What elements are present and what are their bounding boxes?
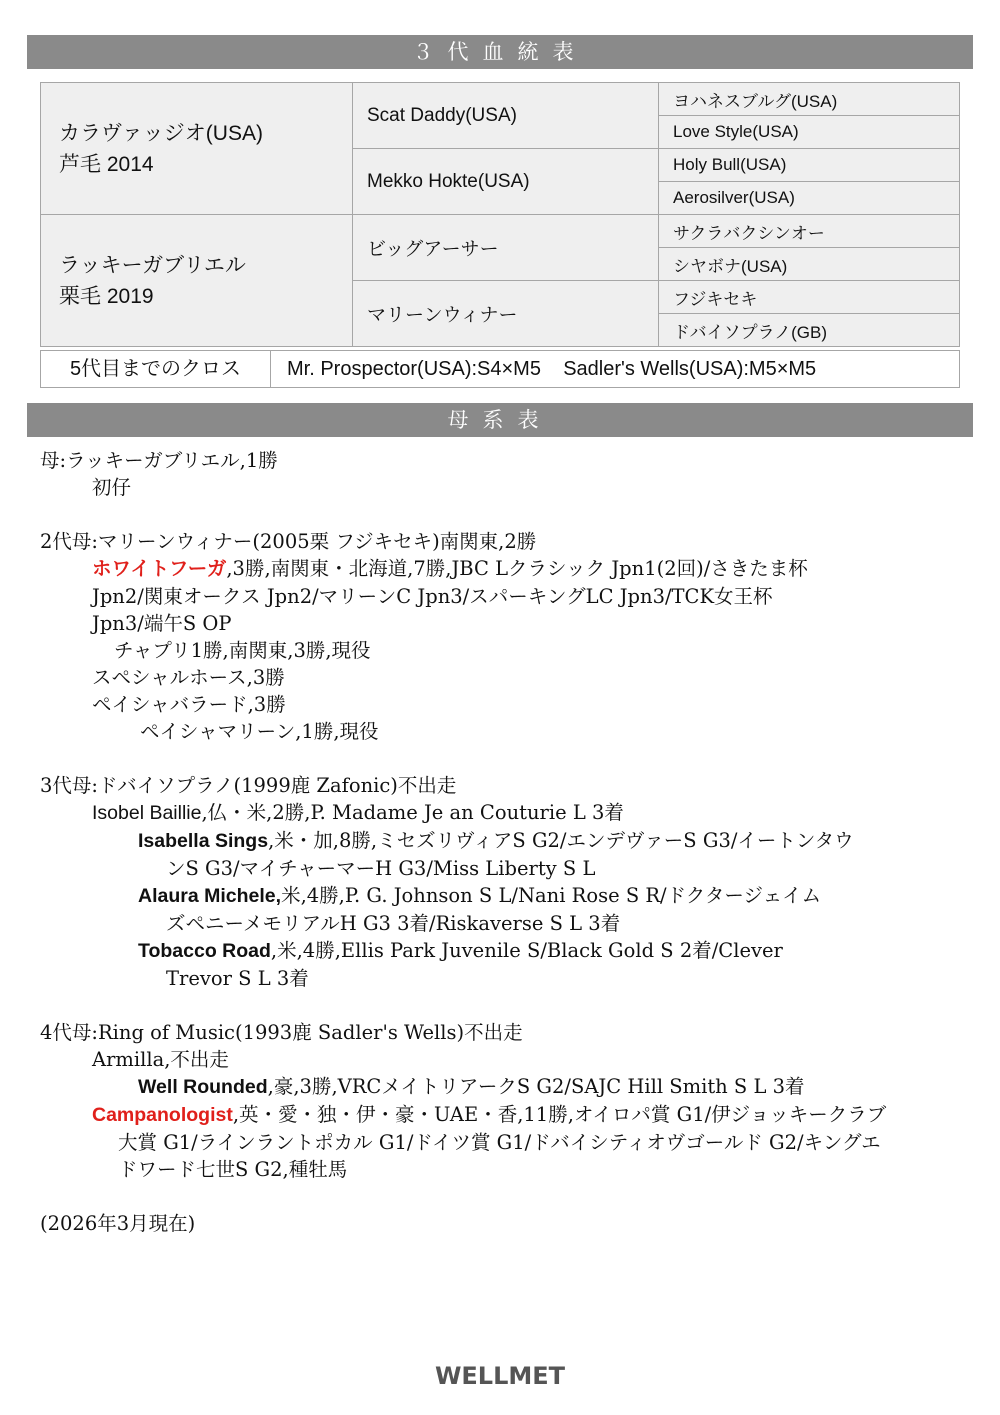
horse-record-cont: Trevor S L 3着 — [166, 967, 309, 990]
horse-record-cont: ズペニーメモリアルH G3 3着/Riskaverse S L 3着 — [166, 912, 621, 935]
horse-entry: ペイシャバラード,3勝 — [92, 693, 286, 716]
family-table — [40, 447, 970, 1237]
horse-name: Isobel Baillie — [92, 802, 202, 824]
ds-sire-cell: サクラバクシンオー — [659, 215, 960, 248]
dam-info: 栗毛 2019 — [59, 284, 154, 308]
horse-name: Campanologist — [92, 1104, 233, 1126]
horse-entry: Armilla,不出走 — [92, 1048, 229, 1071]
g3-line: 3代母:ドバイソプラノ(1999鹿 Zafonic)不出走 — [40, 774, 457, 797]
sire-info: 芦毛 2014 — [59, 152, 154, 176]
horse-record: ,仏・米,2勝,P. Madame Je an Couturie L 3着 — [201, 801, 624, 824]
sire-sire-cell: Scat Daddy(USA) — [353, 83, 659, 149]
horse-record-cont: Jpn2/関東オークス Jpn2/マリーンC Jpn3/スパーキングLC Jpn3/TCK女王杯 — [92, 585, 773, 608]
horse-name: Well Rounded — [138, 1076, 268, 1098]
horse-entry: チャプリ1勝,南関東,3勝,現役 — [114, 639, 371, 662]
cross-row — [40, 350, 960, 388]
cross-label: 5代目までのクロス — [41, 351, 271, 387]
g2-line: 2代母:マリーンウィナー(2005栗 フジキセキ)南関東,2勝 — [40, 530, 537, 553]
horse-entry: ペイシャマリーン,1勝,現役 — [140, 720, 379, 743]
family-header: 母系表 — [27, 403, 973, 437]
ss-dam-cell: Love Style(USA) — [659, 116, 960, 149]
g4-line: 4代母:Ring of Music(1993鹿 Sadler's Wells)不出走 — [40, 1021, 523, 1044]
sd-dam-cell: Aerosilver(USA) — [659, 182, 960, 215]
horse-record-cont: Jpn3/端午S OP — [92, 612, 232, 635]
ds-dam-cell: シヤボナ(USA) — [659, 248, 960, 281]
horse-record: ,米,4勝,Ellis Park Juvenile S/Black Gold S 2着/Clever — [270, 939, 783, 962]
cross-value: Mr. Prospector(USA):S4×M5 Sadler's Wells(USA):M5×M5 — [287, 358, 817, 380]
horse-record-cont: 大賞 G1/ラインラントポカル G1/ドイツ賞 G1/ドバイシティオヴゴールド G2/キングエ — [118, 1131, 881, 1154]
sd-sire-cell: Holy Bull(USA) — [659, 149, 960, 182]
sire-dam-cell: Mekko Hokte(USA) — [353, 149, 659, 215]
dam-sire-cell: ビッグアーサー — [353, 215, 659, 281]
horse-record-cont: ドワード七世S G2,種牡馬 — [118, 1158, 348, 1181]
horse-entry: スペシャルホース,3勝 — [92, 666, 285, 689]
dam-name: ラッキーガブリエル — [59, 253, 246, 277]
horse-entry — [40, 1101, 970, 1129]
dam-cell — [41, 215, 353, 347]
horse-record: ,3勝,南関東・北海道,7勝,JBC Lクラシック Jpn1(2回)/さきたま杯 — [226, 557, 808, 580]
dd-dam-cell: ドバイソプラノ(GB) — [659, 314, 960, 347]
horse-entry — [40, 799, 970, 827]
horse-entry — [40, 555, 970, 583]
dd-sire-cell: フジキセキ — [659, 281, 960, 314]
pedigree-table — [40, 82, 960, 347]
pedigree-header: ３代血統表 — [27, 35, 973, 69]
dam-line: 母:ラッキーガブリエル,1勝 — [40, 449, 278, 472]
horse-name: Alaura Michele, — [138, 885, 282, 907]
horse-entry — [40, 1073, 970, 1101]
horse-name: Tobacco Road — [138, 940, 271, 962]
horse-entry — [40, 937, 970, 965]
horse-name: ホワイトフーガ — [92, 558, 227, 580]
sire-name: カラヴァッジオ(USA) — [59, 121, 263, 145]
sire-cell — [41, 83, 353, 215]
horse-record: ,英・愛・独・伊・豪・UAE・香,11勝,オイロパ賞 G1/伊ジョッキークラブ — [232, 1103, 887, 1126]
horse-record-cont: ンS G3/マイチャーマーH G3/Miss Liberty S L — [166, 857, 596, 880]
horse-entry — [40, 827, 970, 855]
horse-record: 米,4勝,P. G. Johnson S L/Nani Rose S R/ドクタージェイム — [281, 884, 822, 907]
dam-dam-cell: マリーンウィナー — [353, 281, 659, 347]
horse-record: ,豪,3勝,VRCメイトリアークS G2/SAJC Hill Smith S L 3着 — [267, 1075, 805, 1098]
horse-name: Isabella Sings — [138, 830, 269, 852]
as-of-date: (2026年3月現在) — [40, 1212, 196, 1235]
ss-sire-cell: ヨハネスブルグ(USA) — [659, 83, 960, 116]
dam-foal: 初仔 — [92, 476, 132, 499]
wellmet-logo: WELLMET — [434, 1362, 566, 1390]
horse-record: ,米・加,8勝,ミセズリヴィアS G2/エンデヴァーS G3/イートンタウ — [268, 829, 854, 852]
horse-entry — [40, 882, 970, 910]
